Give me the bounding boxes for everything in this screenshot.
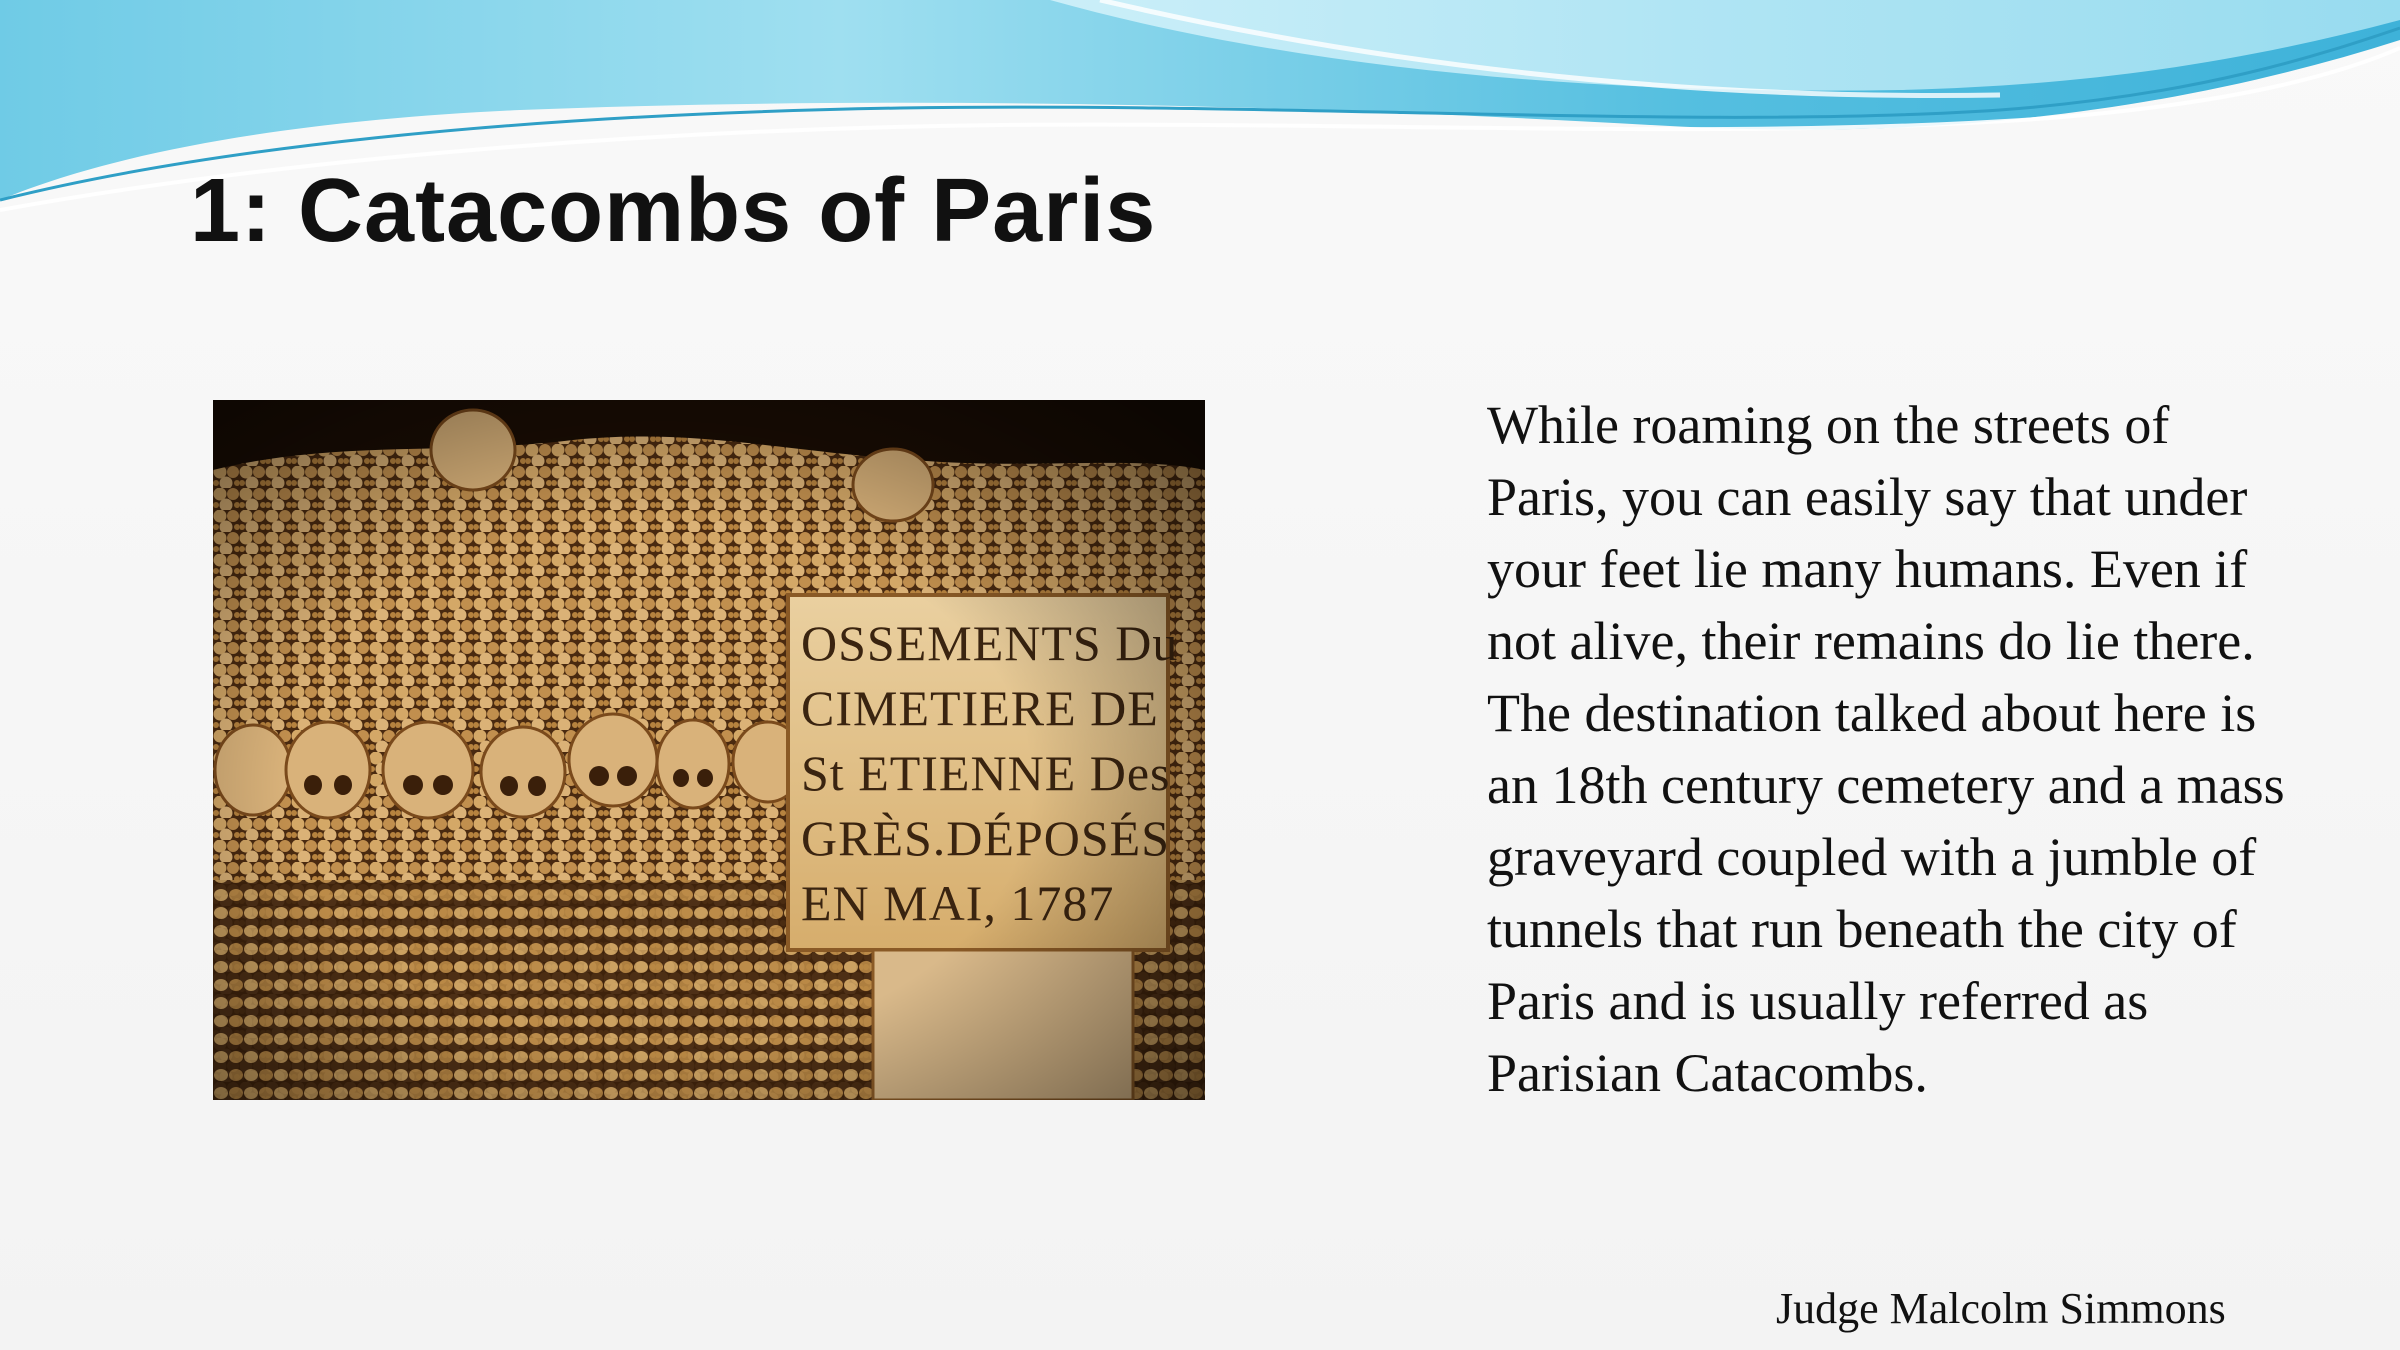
body-line: Parisian Catacombs. (1487, 1043, 1928, 1103)
body-line: While roaming on the streets of (1487, 395, 2170, 455)
body-line: Paris and is usually referred as (1487, 971, 2149, 1031)
slide-body-text (1487, 389, 2387, 1109)
body-line: your feet lie many humans. Even if (1487, 539, 2248, 599)
catacombs-photo (213, 400, 1205, 1100)
body-line: not alive, their remains do lie there. (1487, 611, 2255, 671)
slide-title: 1: Catacombs of Paris (190, 161, 1157, 261)
slide-footer-author: Judge Malcolm Simmons (1776, 1284, 2226, 1333)
body-line: graveyard coupled with a jumble of (1487, 827, 2257, 887)
body-line: an 18th century cemetery and a mass (1487, 755, 2285, 815)
body-line: Paris, you can easily say that under (1487, 467, 2248, 527)
body-line: The destination talked about here is (1487, 683, 2257, 743)
body-line: tunnels that run beneath the city of (1487, 899, 2237, 959)
